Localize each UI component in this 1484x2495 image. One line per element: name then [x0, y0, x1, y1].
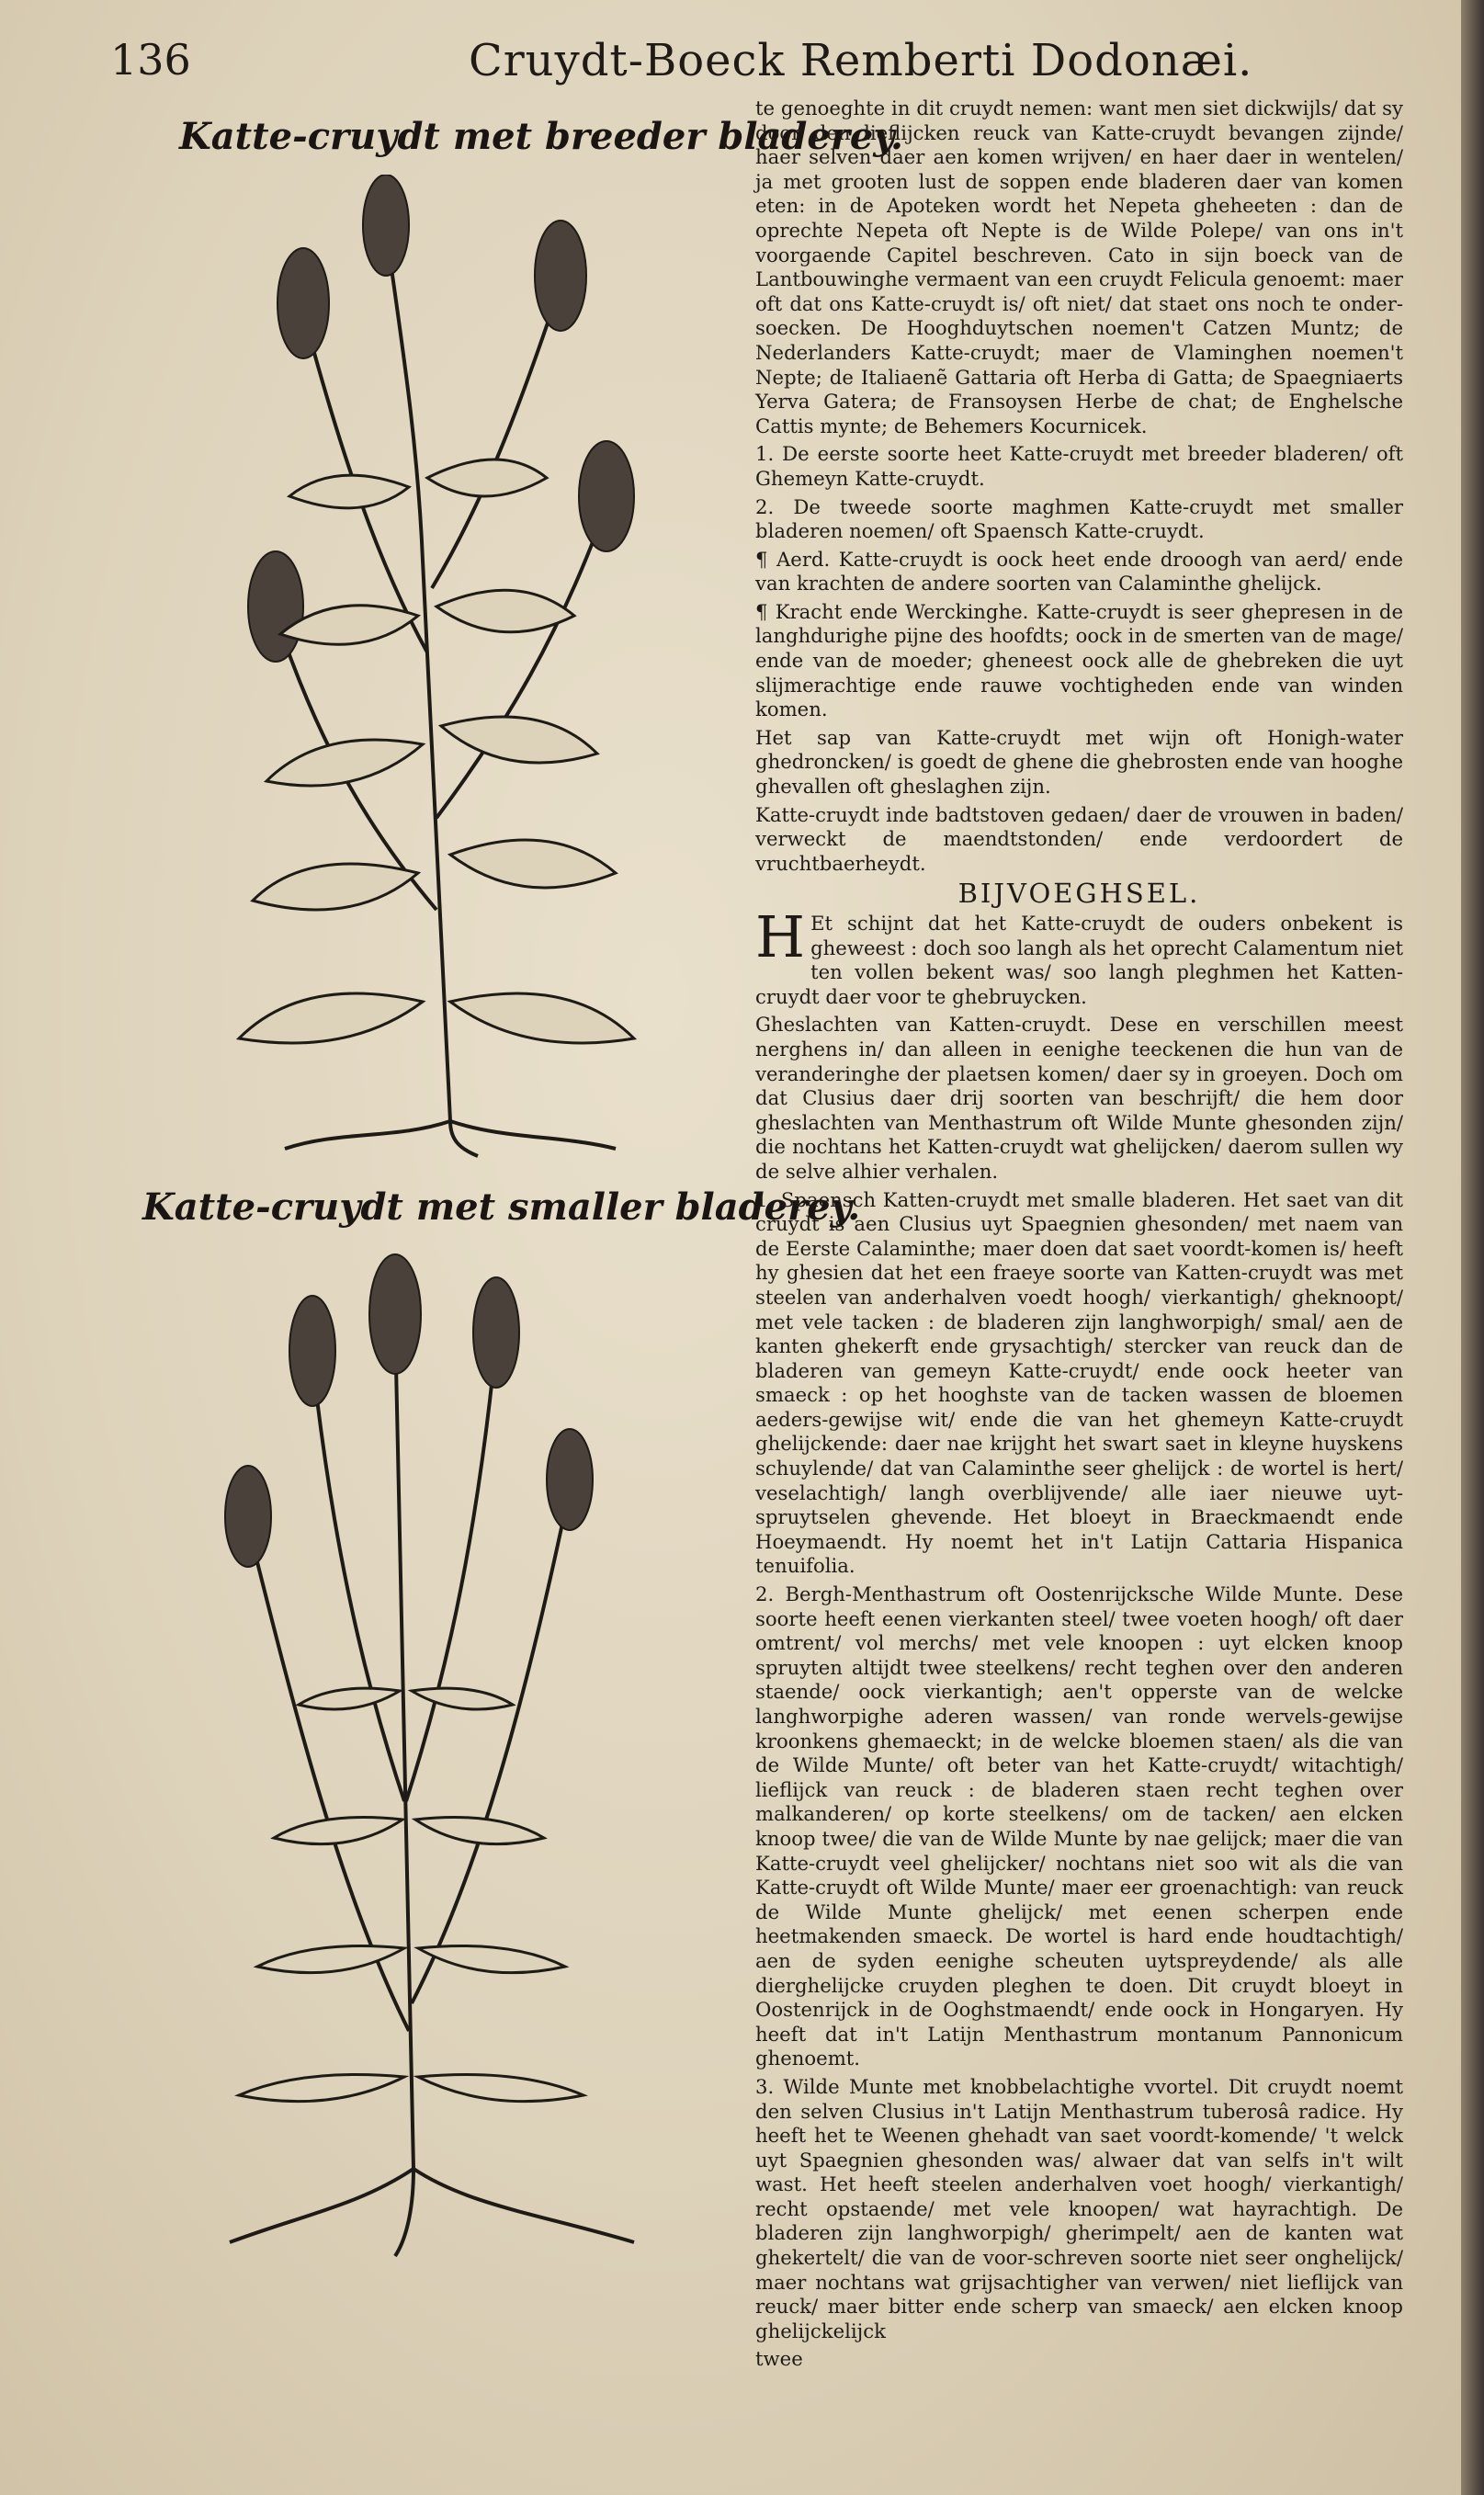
figure-caption-broad-leaf: Katte-cruydt met breeder bladerey.	[179, 115, 903, 158]
catmint-broad-leaf-woodcut	[175, 175, 698, 1158]
text-column	[755, 96, 1403, 2376]
paragraph-text: Et schijnt dat het Katte-cruydt de ouders onbekent is gheweest : doch soo langh als het oprecht Calamentum niet ten vollen bekent was/ soo langh pleghmen het Katten-cruydt daer voor te ghebruycken.	[755, 912, 1403, 1008]
catchword: twee	[755, 2347, 803, 2371]
paragraph: ¶ Aerd. Katte-cruydt is oock heet ende drooogh van aerd/ ende van krachten de andere soorten van Calaminthe ghelijck.	[755, 547, 1403, 595]
paragraph: 2. Bergh-Menthastrum oft Oostenrijcksche Wilde Munte. Dese soorte heeft eenen vierkanten steel/ twee voeten hoogh/ oft daer omtrent/ vol merchs/ met vele knoopen : uyt elcken knoop spruyten altijdt twee steelkens/ recht teghen over den anderen staende/ oock vierkantigh; aen't opperste van de welcke langhworpighe aderen wassen/ van ronde wervels-gewijse kroonkens ghemaeckt; in de welcke bloemen staen/ als die van de Wilde Munte/ oft beter van het Katte-cruydt/ witachtigh/ lieflijck van reuck : de bladeren staen recht teghen over malkanderen/ op korte steelkens/ om de tacken/ aen elcken knoop twee/ die van de Wilde Munte by nae gelijck; maer die van Katte-cruydt veel ghelijcker/ nochtans niet soo wit als die van Katte-cruydt oft Wilde Munte/ maer eer groenachtigh: van reuck de Wilde Munte ghelijck/ met eenen scherpen ende heetmakenden smaeck. De wortel is hard ende houdtachtigh/ aen de syden eenighe scheuten uytspreydende/ als alle dierghelijcke cruyden pleghen te doen. Dit cruydt bloeyt in Oostenrijck in de Ooghstmaendt/ ende oock in Hongaryen. Hy heeft dat in't Latijn Menthastrum montanum Pannonicum ghenoemt.	[755, 1582, 1403, 2070]
paragraph	[755, 903, 1403, 1009]
paragraph: Gheslachten van Katten-cruydt. Dese en verschillen meest nerghens in/ dan alleen in eenighe teeckenen die hun van de veranderinghe der plaetsen komen/ daer sy in groeyen. Doch om dat Clusius daer drij soorten van beschrijft/ die hem door gheslachten van Menthastrum oft Wilde Munte ghesonden zijn/ die nochtans het Katten-cruydt wat ghelijcken/ daerom sullen wy de selve alhier verhalen.	[755, 1013, 1403, 1183]
paragraph: 3. Wilde Munte met knobbelachtighe vvortel. Dit cruydt noemt den selven Clusius in't Latijn Menthastrum tuberosâ radice. Hy heeft het te Weenen ghehadt van saet voordt-komende/ 't welck uyt Spaegnien ghesonden was/ alwaer dat van selfs in't wilt wast. Het heeft steelen anderhalven voet hoogh/ vierkantigh/ recht opstaende/ met vele knoopen/ wat hayrachtigh. De bladeren zijn langhworpigh/ gherimpelt/ aen de kanten wat ghekertelt/ die van de voor-schreven soorte niet seer onghelijck/ maer nochtans wat grijsachtigher van verwen/ niet lieflijck van reuck/ maer bitter ende scherp van smaeck/ aen elcken knoop ghelijckelijck	[755, 2074, 1403, 2342]
section-heading: BIJVOEGHSEL.	[957, 878, 1201, 910]
running-title: Cruydt-Boeck Remberti Dodonæi.	[469, 35, 1253, 86]
catmint-narrow-leaf-woodcut	[175, 1250, 689, 2261]
paragraph: Katte-cruydt inde badtstoven gedaen/ daer de vrouwen in baden/ verweckt de maendtstonden/ ende verdoordert de vruchtbaerheydt.	[755, 802, 1403, 875]
drop-cap: H	[755, 903, 806, 970]
paragraph: Het sap van Katte-cruydt met wijn oft Honigh-water ghedroncken/ is goedt de ghene die ghebrosten ende van hooghe ghevallen oft gheslaghen zijn.	[755, 725, 1403, 799]
page-number: 136	[110, 35, 191, 85]
page-edge	[1461, 0, 1484, 2495]
paragraph: 1. De eerste soorte heet Katte-cruydt met breeder bladeren/ oft Ghemeyn Katte-cruydt.	[755, 442, 1403, 490]
paragraph: 1. Spaensch Katten-cruydt met smalle bladeren. Het saet van dit cruydt is aen Clusius uyt Spaegnien ghesonden/ met naem van de Eerste Calaminthe; maer doen dat saet voordt-komen is/ heeft hy ghesien dat het een fraeye soorte van Katten-cruydt was met steelen van anderhalven voedt hoogh/ vierkantigh/ gheknoopt/ met vele tacken : de bladeren zijn langhworpigh/ smal/ aen de kanten ghekerft ende grysachtigh/ stercker van reuck dan de bladeren van gemeyn Katte-cruydt/ ende oock heeter van smaeck : op het hooghste van de tacken wassen de bloemen aeders-gewijse wit/ ende die van het ghemeyn Katte-cruydt ghelijckende: daer nae krijght het swart saet in kleyne huyskens schuylende/ dat van Calaminthe seer ghelijck : de wortel is hert/ veselachtigh/ langh overblijvende/ alle iaer nieuwe uyt-spruytselen ghevende. Het bloeyt in Braeckmaendt ende Hoeymaendt. Hy noemt het in't Latijn Cattaria Hispanica tenuifolia.	[755, 1187, 1403, 1578]
figure-caption-narrow-leaf: Katte-cruydt met smaller bladerey.	[142, 1185, 861, 1229]
paragraph: 2. De tweede soorte maghmen Katte-cruydt met smaller bladeren noemen/ oft Spaensch Katte-cruydt.	[755, 494, 1403, 543]
paragraph: te genoeghte in dit cruydt nemen: want men siet dickwijls/ dat sy door den lieflijcken reuck van Katte-cruydt bevangen zijnde/ haer selven daer aen komen wrijven/ en haer daer in wentelen/ ja met grooten lust de soppen ende bladeren daer van komen eten: in de Apoteken wordt het Nepeta gheheeten : dan de oprechte Nepeta oft Nepte is de Wilde Polepe/ van ons in't voorgaende Capitel beschreven. Cato in sijn boeck van de Lantbouwinghe vermaent van een cruydt Felicula genoemt: maer oft dat ons Katte-cruydt is/ oft niet/ dat staet ons noch te onder-soecken. De Hooghduytschen noemen't Catzen Muntz; de Nederlanders Katte-cruydt; maer de Vlaminghen noemen't Nepte; de Italiaenẽ Gattaria oft Herba di Gatta; de Spaegniaerts Yerva Gatera; de Fransoysen Herbe de chat; de Enghelsche Cattis mynte; de Behemers Kocurnicek.	[755, 96, 1403, 437]
running-head	[101, 35, 1406, 90]
paragraph: ¶ Kracht ende Werckinghe. Katte-cruydt is seer ghepresen in de langhdurighe pijne des hoofdts; oock in de smerten van de mage/ ende van de moeder; gheneest oock alle de ghebreken die uyt slijmerachtige ende rauwe vochtigheden ende van winden komen.	[755, 599, 1403, 721]
